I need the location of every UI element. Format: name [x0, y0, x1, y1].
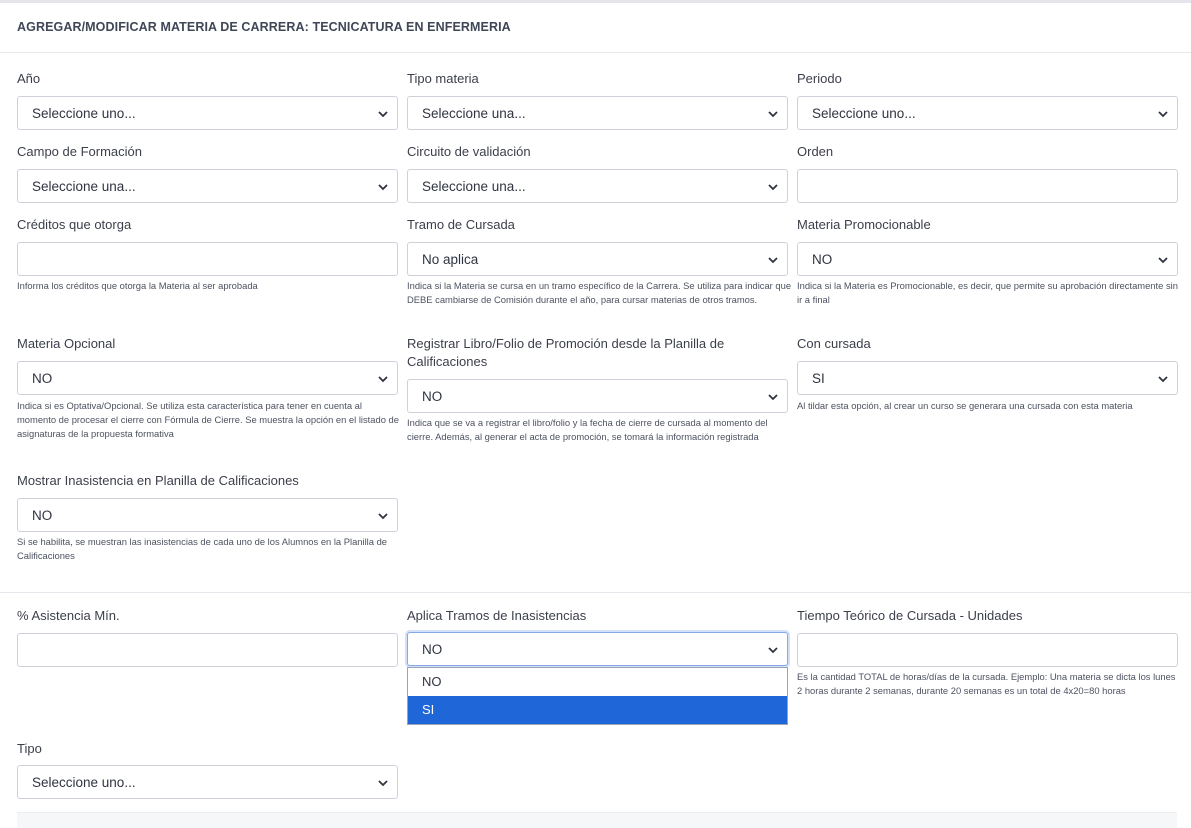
select-value: Seleccione uno... [32, 774, 136, 790]
select-value: Seleccione una... [32, 178, 136, 194]
field-con-cursada [797, 335, 1178, 411]
dropdown-option-si[interactable]: SI [408, 696, 787, 724]
chevron-down-icon [377, 108, 389, 120]
field-tramo-cursada [407, 216, 792, 305]
select-value: No aplica [422, 251, 479, 267]
chevron-down-icon [1157, 108, 1169, 120]
field-creditos [17, 216, 398, 291]
field-label: Año [17, 71, 41, 86]
field-label: Orden [797, 144, 834, 159]
asistencia-min-input[interactable] [17, 633, 398, 667]
field-tiempo-teorico [797, 607, 1178, 696]
chevron-down-icon [767, 108, 779, 120]
field-label: Tiempo Teórico de Cursada - Unidades [797, 608, 1023, 623]
field-registrar-libro [407, 335, 788, 442]
field-label: Campo de Formación [17, 144, 142, 159]
mostrar-inasistencia-select[interactable] [17, 498, 398, 532]
materia-opcional-select[interactable] [17, 361, 398, 395]
aplica-tramos-select[interactable] [407, 632, 788, 666]
field-periodo [797, 70, 1178, 121]
chevron-down-icon [1157, 373, 1169, 385]
field-label: Tramo de Cursada [407, 217, 515, 232]
chevron-down-icon [377, 181, 389, 193]
field-label: Circuito de validación [407, 144, 531, 159]
chevron-down-icon [767, 391, 779, 403]
chevron-down-icon [767, 254, 779, 266]
tipo-materia-select[interactable] [407, 96, 788, 130]
field-label: Materia Promocionable [797, 217, 931, 232]
select-value: Seleccione uno... [32, 105, 136, 121]
materia-promocionable-select[interactable] [797, 242, 1178, 276]
field-label: Materia Opcional [17, 336, 116, 351]
field-label: Créditos que otorga [17, 217, 132, 232]
select-value: NO [812, 251, 833, 267]
circuito-validacion-select[interactable] [407, 169, 788, 203]
chevron-down-icon [377, 373, 389, 385]
select-value: NO [32, 507, 53, 523]
select-value: Seleccione una... [422, 178, 526, 194]
field-label: Tipo materia [407, 71, 479, 86]
field-mostrar-inasistencia [17, 472, 398, 561]
field-tipo [17, 740, 398, 790]
chevron-down-icon [767, 181, 779, 193]
select-value: NO [422, 641, 443, 657]
section-divider [0, 592, 1191, 593]
tipo-select[interactable] [17, 765, 398, 799]
next-card-edge [17, 812, 1177, 828]
page-title: AGREGAR/MODIFICAR MATERIA DE CARRERA: TECNICATURA EN ENFERMERIA [17, 20, 511, 34]
chevron-down-icon [377, 510, 389, 522]
field-label: Con cursada [797, 336, 871, 351]
help-text: Es la cantidad TOTAL de horas/días de la cursada. Ejemplo: Una materia se dicta los lunes 2 horas durante 2 semanas, durante 20 semanas es un total de 4x20=80 horas [797, 671, 1176, 696]
help-text: Informa los créditos que otorga la Materia al ser aprobada [17, 280, 258, 291]
help-text: Al tildar esta opción, al crear un curso se generara una cursada con esta materia [797, 400, 1133, 411]
field-asistencia-min [17, 607, 398, 625]
tiempo-teorico-input[interactable] [797, 633, 1178, 667]
dropdown-option-no[interactable]: NO [422, 674, 442, 689]
help-text: Indica si es Optativa/Opcional. Se utiliza esta característica para tener en cuenta al momento de procesar el cierre con Fórmula de Cierre. Se muestra la opción en el listado de asignaturas de la propuesta formativa [17, 400, 399, 439]
field-label: Periodo [797, 71, 842, 86]
help-text: Si se habilita, se muestran las inasistencias de cada uno de los Alumnos en la Planilla de Calificaciones [17, 536, 388, 561]
select-value: Seleccione uno... [812, 105, 916, 121]
chevron-down-icon [377, 777, 389, 789]
field-materia-promocionable [797, 216, 1178, 305]
field-label: Aplica Tramos de Inasistencias [407, 608, 587, 623]
field-label: % Asistencia Mín. [17, 608, 120, 623]
top-border [0, 0, 1191, 3]
creditos-input[interactable] [17, 242, 398, 276]
field-label: Registrar Libro/Folio de Promoción desde la Planilla de Calificaciones [407, 336, 725, 369]
field-anio [17, 70, 398, 121]
aplica-tramos-dropdown [407, 667, 788, 725]
field-label: Mostrar Inasistencia en Planilla de Calificaciones [17, 473, 299, 488]
select-value: NO [32, 370, 53, 386]
header-divider [0, 52, 1191, 53]
help-text: Indica que se va a registrar el libro/folio y la fecha de cierre de cursada al momento del cierre. Además, al generar el acta de promoción, se tomará la información registrada [407, 417, 768, 442]
anio-select[interactable] [17, 96, 398, 130]
chevron-down-icon [1157, 254, 1169, 266]
field-tipo-materia [407, 70, 788, 121]
select-value: SI [812, 370, 825, 386]
periodo-select[interactable] [797, 96, 1178, 130]
orden-input[interactable] [797, 169, 1178, 203]
select-value: NO [422, 388, 443, 404]
field-circuito-validacion [407, 143, 788, 194]
field-label: Tipo [17, 741, 42, 756]
help-text: Indica si la Materia se cursa en un tramo específico de la Carrera. Se utiliza para indicar que DEBE cambiarse de Comisión durante el año, para cursar materias de otros tramos. [407, 280, 792, 305]
registrar-libro-select[interactable] [407, 379, 788, 413]
field-orden [797, 143, 1178, 161]
field-campo-formacion [17, 143, 398, 194]
chevron-down-icon [767, 644, 779, 656]
help-text: Indica si la Materia es Promocionable, es decir, que permite su aprobación directamente sin ir a final [797, 280, 1178, 305]
field-aplica-tramos [407, 607, 788, 657]
campo-formacion-select[interactable] [17, 169, 398, 203]
select-value: Seleccione una... [422, 105, 526, 121]
tramo-cursada-select[interactable] [407, 242, 788, 276]
field-materia-opcional [17, 335, 399, 439]
con-cursada-select[interactable] [797, 361, 1178, 395]
